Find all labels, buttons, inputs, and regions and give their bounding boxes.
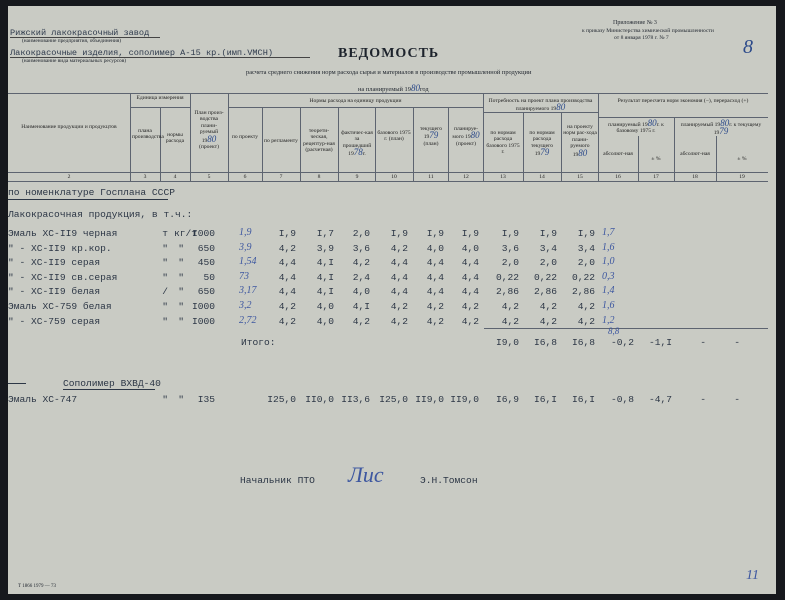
total-need-planned: I6,8: [571, 337, 595, 348]
col-number: 17: [653, 174, 659, 180]
product-name: " - ХС-II9 серая: [8, 257, 101, 269]
col-planned: планируе-мого 1980 (проект): [452, 126, 480, 147]
cell-handwritten-result: 1,4: [602, 285, 615, 297]
cell-c11: 4,0: [426, 242, 444, 254]
cell-handwritten-project: 3,2: [239, 300, 252, 311]
cell-u2: ": [178, 301, 184, 312]
cell-u1: ": [162, 271, 168, 283]
cell-c14: 4,2: [539, 315, 557, 327]
col-number: 12: [463, 174, 469, 180]
cell-c8: 4,I: [316, 257, 334, 269]
cell-plan: I000: [191, 228, 215, 239]
cell-c8: 4,0: [316, 301, 334, 312]
cell-handwritten-project: 2,72: [239, 314, 257, 326]
document-sheet: Рижский лакокрасочный завод (наименование предприятия, объединения) Лакокрасочные изделия, сополимер А-15 кр.(имп.VMCH) (наименование вида материальных ресурсов) Приложение № 3 к приказу Министерства химической промышленности от 8 января 1978 г. № 7 8 ВЕДОМОСТЬ расчета среднего снижения норм расхода сырья и материалов в производстве промышленной продукции на планируемый 1980год Наименование продукции и продукцтов Единица измерения плана производства нормы расхода План произ-водства плани-руемый 1980 (проект) Нормы расхода на единицу продукции по проекту по регламенту теорети-ческая, рецептур-ная (расчетная) фактичес-кая за прошедший 1978г. базового 1975 г. (план) текущего 1979 (план) планируе-мого 1980 (проект) Потребность на проект плана производства планируемого 1980 по нормам расхода базового 1975 г. по нормам расхода текущего 1979 на проекту норм рас-хода плани-руемого 1980 Результат пересчета норм экономия (−), перерасход (+) планируемый 1980г. к базовому 1975 г. планируемый 1980г. к текущему 1979 абсолют-ная ± % абсолют-ная ± % 2 3 4 5 6 7 8 9 10 11 12 13 14 15 16 17 18 19 по номенклатуре Госплана СССР Лакокрасочная продукция, в т.ч.: Эмаль ХС-II9 черная т кг/т I000 I,9 I,7 2,0 I,9 I,9 I,9 I,9 I,9 I,9 1,9 1,7 " - ХС-II9 кр.кор. " " 650 4,2 3,9 3,6 4,2 4,0 4,0 3,6 3,4 3,4 3,9 1,6 " - ХС-II9 серая " " 450 4,4 4,I 4,2 4,4 4,4 4,4 2,0 2,0 2,0 1,54 1,0 " - ХС-II9 св.серая " " 50 4,4 4,I 2,4 4,4 4,4 4,4 0,22 0,22 0,22 73 0,3 " - ХС-II9 белая / " 650 4,4 4,I 4,0 4,4 4,4 4,4 2,86 2,86 2,86 3,17 1,4 Эмаль ХС-759 белая " " I000 4,2 4,0 4,I 4,2 4,2 4,2 4,2 4,2 4,2 3,2 1,6 " - ХС-759 серая " " I000 4,2 4,0 4,2 4,2 4,2 4,2 4,2 4,2 4,2 2,72 1,2 Итого: I9,0 I6,8 I6,8 8,8 -0,2 -1,I - - Сополимер ВХВД-40 Эмаль ХС-747 " " I35 I25,0 II0,0 II3,6 I25,0 II9,0 II9,0 I6,9 I6,I I6,I -0,8 -4,7 - - Начальник ПТО Лис Э.Н.Томсон Т 1866 1979 — 73 11: [8, 6, 776, 594]
col-need-group: Потребность на проект плана производства планируемого 1980: [488, 98, 593, 113]
cell-c11: 4,4: [426, 271, 444, 283]
col-pct-1: ± %: [651, 156, 661, 162]
cell-c10: 4,4: [390, 286, 408, 298]
cell-c14: I,9: [539, 228, 557, 239]
cell-handwritten-result: 1,0: [602, 256, 615, 268]
cell-c7: 4,2: [278, 242, 296, 254]
cell-handwritten-project: 3,17: [239, 285, 257, 297]
col-number: 2: [67, 174, 71, 180]
cell-c10: 4,2: [390, 242, 408, 254]
cell-c13: 2,86: [495, 286, 519, 298]
col-number: 4: [173, 174, 177, 180]
cell-c11: 4,2: [426, 301, 444, 312]
cell-u2: ": [178, 286, 184, 298]
cell-handwritten-result: 1,2: [602, 314, 615, 326]
col-number: 15: [577, 174, 583, 180]
col-by-project: по проекту: [231, 134, 259, 140]
resource-type: Лакокрасочные изделия, сополимер А-15 кр.(имп.VMCH): [10, 48, 274, 58]
col-number: 13: [500, 174, 506, 180]
col-need-planned: на проекту норм рас-хода плани-руемого 1980: [563, 124, 597, 158]
page-number: 11: [746, 568, 759, 583]
cell-handwritten-result: 1,7: [602, 227, 615, 238]
document-title: ВЕДОМОСТЬ: [338, 46, 440, 61]
cell-c10: 4,4: [390, 257, 408, 269]
cell-c13: 0,22: [495, 271, 519, 283]
cell-c15: 2,0: [577, 257, 595, 269]
total-need-base: I9,0: [495, 337, 519, 348]
col-number: 19: [739, 174, 745, 180]
cell-plan: 450: [197, 257, 215, 269]
cell-handwritten-result: 1,6: [602, 300, 615, 311]
cell-handwritten-result: 0,3: [602, 270, 615, 282]
col-base-1975: базового 1975 г. (план): [377, 130, 411, 143]
col-number: 5: [207, 174, 211, 180]
appendix-date: от 8 января 1978 г. № 7: [614, 35, 669, 41]
section-title: по номенклатуре Госплана СССР: [8, 187, 175, 198]
cell-c11: 4,2: [426, 315, 444, 327]
cell-c13: 4,2: [501, 301, 519, 312]
cell-c14: 4,2: [539, 301, 557, 312]
cell-c7: I,9: [278, 228, 296, 239]
cell-c9: 4,I: [352, 301, 370, 312]
cell-c10: I,9: [390, 228, 408, 239]
cell-c9: 4,2: [352, 257, 370, 269]
organization-name: Рижский лакокрасочный завод: [10, 28, 150, 38]
cell-u1: ": [162, 301, 168, 312]
total-abs-current: -: [700, 337, 706, 348]
product-name: " - ХС-II9 белая: [8, 286, 101, 298]
cell-handwritten-result: 1,6: [602, 241, 615, 253]
cell-c11: I,9: [426, 228, 444, 239]
cell-plan: I000: [191, 315, 215, 327]
total-pct-base: -1,I: [648, 337, 672, 348]
col-number: 9: [355, 174, 359, 180]
total-abs-base: -0,2: [610, 337, 634, 348]
col-number: 18: [692, 174, 698, 180]
cell-c15: 0,22: [571, 271, 595, 283]
col-planned-to-base: планируемый 1980г. к базовому 1975 г.: [608, 118, 664, 135]
col-pct-2: ± %: [737, 156, 747, 162]
cell-c11: 4,4: [426, 257, 444, 269]
cell-c8: 4,0: [316, 315, 334, 327]
col-number: 14: [539, 174, 545, 180]
appendix-order: к приказу Министерства химической промышленности: [582, 28, 714, 34]
product-name: " - ХС-II9 св.серая: [8, 271, 118, 283]
cell-c14: 3,4: [539, 242, 557, 254]
cell-u1: ": [162, 315, 168, 327]
cell-c15: 4,2: [577, 301, 595, 312]
col-unit-plan: плана производства: [132, 128, 164, 141]
cell-c9: 4,2: [352, 315, 370, 327]
col-product-name: Наименование продукции и продукцтов: [21, 124, 117, 130]
section2-title: Сополимер ВХВД-40: [63, 378, 161, 389]
cell-c11: 4,4: [426, 286, 444, 298]
cell-u1: т: [162, 228, 168, 239]
col-unit-group: Единица измерения: [136, 95, 184, 101]
cell-plan: I000: [191, 301, 215, 312]
col-actual: фактичес-кая за прошедший 1978г.: [341, 130, 373, 158]
cell-plan: 650: [197, 242, 215, 254]
cell-handwritten-project: 1,9: [239, 227, 252, 238]
product-name: " - ХС-II9 кр.кор.: [8, 242, 112, 254]
cell-handwritten-project: 73: [239, 270, 249, 282]
signatory-position: Начальник ПТО: [240, 475, 315, 486]
col-abs-1: абсолют-ная: [603, 151, 633, 157]
cell-u1: ": [162, 257, 168, 269]
cell-c8: 4,I: [316, 271, 334, 283]
total-label: Итого:: [241, 337, 276, 348]
cell-c12: 4,4: [461, 271, 479, 283]
cell-c7: 4,4: [278, 271, 296, 283]
cell-c10: 4,2: [390, 315, 408, 327]
cell-c7: 4,2: [278, 315, 296, 327]
cell-c14: 2,0: [539, 257, 557, 269]
document-subtitle: расчета среднего снижения норм расхода сырья и материалов в производстве промышленной продукции: [246, 69, 532, 76]
col-number: 16: [615, 174, 621, 180]
product-name: Эмаль ХС-759 белая: [8, 301, 112, 312]
cell-c9: 4,0: [352, 286, 370, 298]
col-current: текущего 1979 (план): [419, 126, 443, 147]
signatory-name: Э.Н.Томсон: [420, 475, 478, 486]
cell-handwritten-project: 3,9: [239, 241, 252, 253]
cell-c12: 4,4: [461, 286, 479, 298]
col-number: 11: [428, 174, 434, 180]
cell-c12: 4,0: [461, 242, 479, 254]
col-unit-norm: нормы расхода: [165, 132, 185, 145]
cell-c15: 4,2: [577, 315, 595, 327]
section-subtitle: Лакокрасочная продукция, в т.ч.:: [8, 209, 193, 220]
cell-c9: 2,4: [352, 271, 370, 283]
cell-plan: 50: [203, 271, 215, 283]
cell-handwritten-project: 1,54: [239, 256, 257, 268]
cell-c13: 3,6: [501, 242, 519, 254]
cell-plan: 650: [197, 286, 215, 298]
col-norms-group: Нормы расхода на единицу продукции: [309, 98, 402, 104]
col-number: 3: [143, 174, 147, 180]
cell-c12: 4,2: [461, 315, 479, 327]
col-number: 7: [279, 174, 283, 180]
cell-u2: кг/т: [174, 228, 198, 239]
col-need-current: по нормам расхода текущего 1979: [529, 130, 555, 158]
total-need-current: I6,8: [533, 337, 557, 348]
cell-c13: 2,0: [501, 257, 519, 269]
cell-u1: /: [162, 286, 168, 298]
col-abs-2: абсолют-ная: [680, 151, 710, 157]
cell-c10: 4,2: [390, 301, 408, 312]
corner-mark: 8: [743, 36, 753, 58]
cell-c10: 4,4: [390, 271, 408, 283]
col-planned-to-current: планируемый 1980г. к текущему 1979: [680, 118, 762, 137]
cell-c7: 4,4: [278, 286, 296, 298]
cell-c8: I,7: [316, 228, 334, 239]
cell-c9: 2,0: [352, 228, 370, 239]
product-name: " - ХС-759 серая: [8, 315, 101, 327]
cell-c13: I,9: [501, 228, 519, 239]
cell-c14: 2,86: [533, 286, 557, 298]
planned-year-line: на планируемый 1980год: [358, 83, 429, 93]
organization-caption: (наименование предприятия, объединения): [22, 38, 122, 44]
col-result-group: Результат пересчета норм экономия (−), перерасход (+): [617, 98, 749, 104]
cell-c12: I,9: [461, 228, 479, 239]
cell-c13: 4,2: [501, 315, 519, 327]
product-name: Эмаль ХС-II9 черная: [8, 228, 118, 239]
cell-c12: 4,4: [461, 257, 479, 269]
cell-c8: 4,I: [316, 286, 334, 298]
cell-u2: ": [178, 315, 184, 327]
col-by-regulation: по регламенту: [264, 138, 298, 144]
cell-c14: 0,22: [533, 271, 557, 283]
cell-c15: I,9: [577, 228, 595, 239]
cell-u2: ": [178, 242, 184, 254]
print-mark: Т 1866 1979 — 73: [18, 584, 57, 589]
col-number: 8: [317, 174, 321, 180]
col-need-base: по нормам расхода базового 1975 г.: [486, 130, 520, 156]
resource-caption: (наименование вида материальных ресурсов): [22, 58, 127, 64]
cell-u1: ": [162, 242, 168, 254]
cell-c15: 2,86: [571, 286, 595, 298]
cell-c8: 3,9: [316, 242, 334, 254]
cell-u2: ": [178, 271, 184, 283]
col-number: 6: [243, 174, 247, 180]
total-pct-current: -: [734, 337, 740, 348]
cell-c9: 3,6: [352, 242, 370, 254]
cell-c15: 3,4: [577, 242, 595, 254]
signature: Лис: [348, 462, 384, 487]
appendix-title: Приложение № 3: [613, 20, 657, 26]
cell-c12: 4,2: [461, 301, 479, 312]
cell-u2: ": [178, 257, 184, 269]
col-plan: План произ-водства плани-руемый 1980 (проект): [194, 110, 224, 151]
total-handwritten: 8,8: [608, 326, 620, 336]
col-theoretical: теорети-ческая, рецептур-ная (расчетная): [303, 128, 335, 154]
col-number: 10: [391, 174, 397, 180]
cell-c7: 4,4: [278, 257, 296, 269]
cell-c7: 4,2: [278, 301, 296, 312]
